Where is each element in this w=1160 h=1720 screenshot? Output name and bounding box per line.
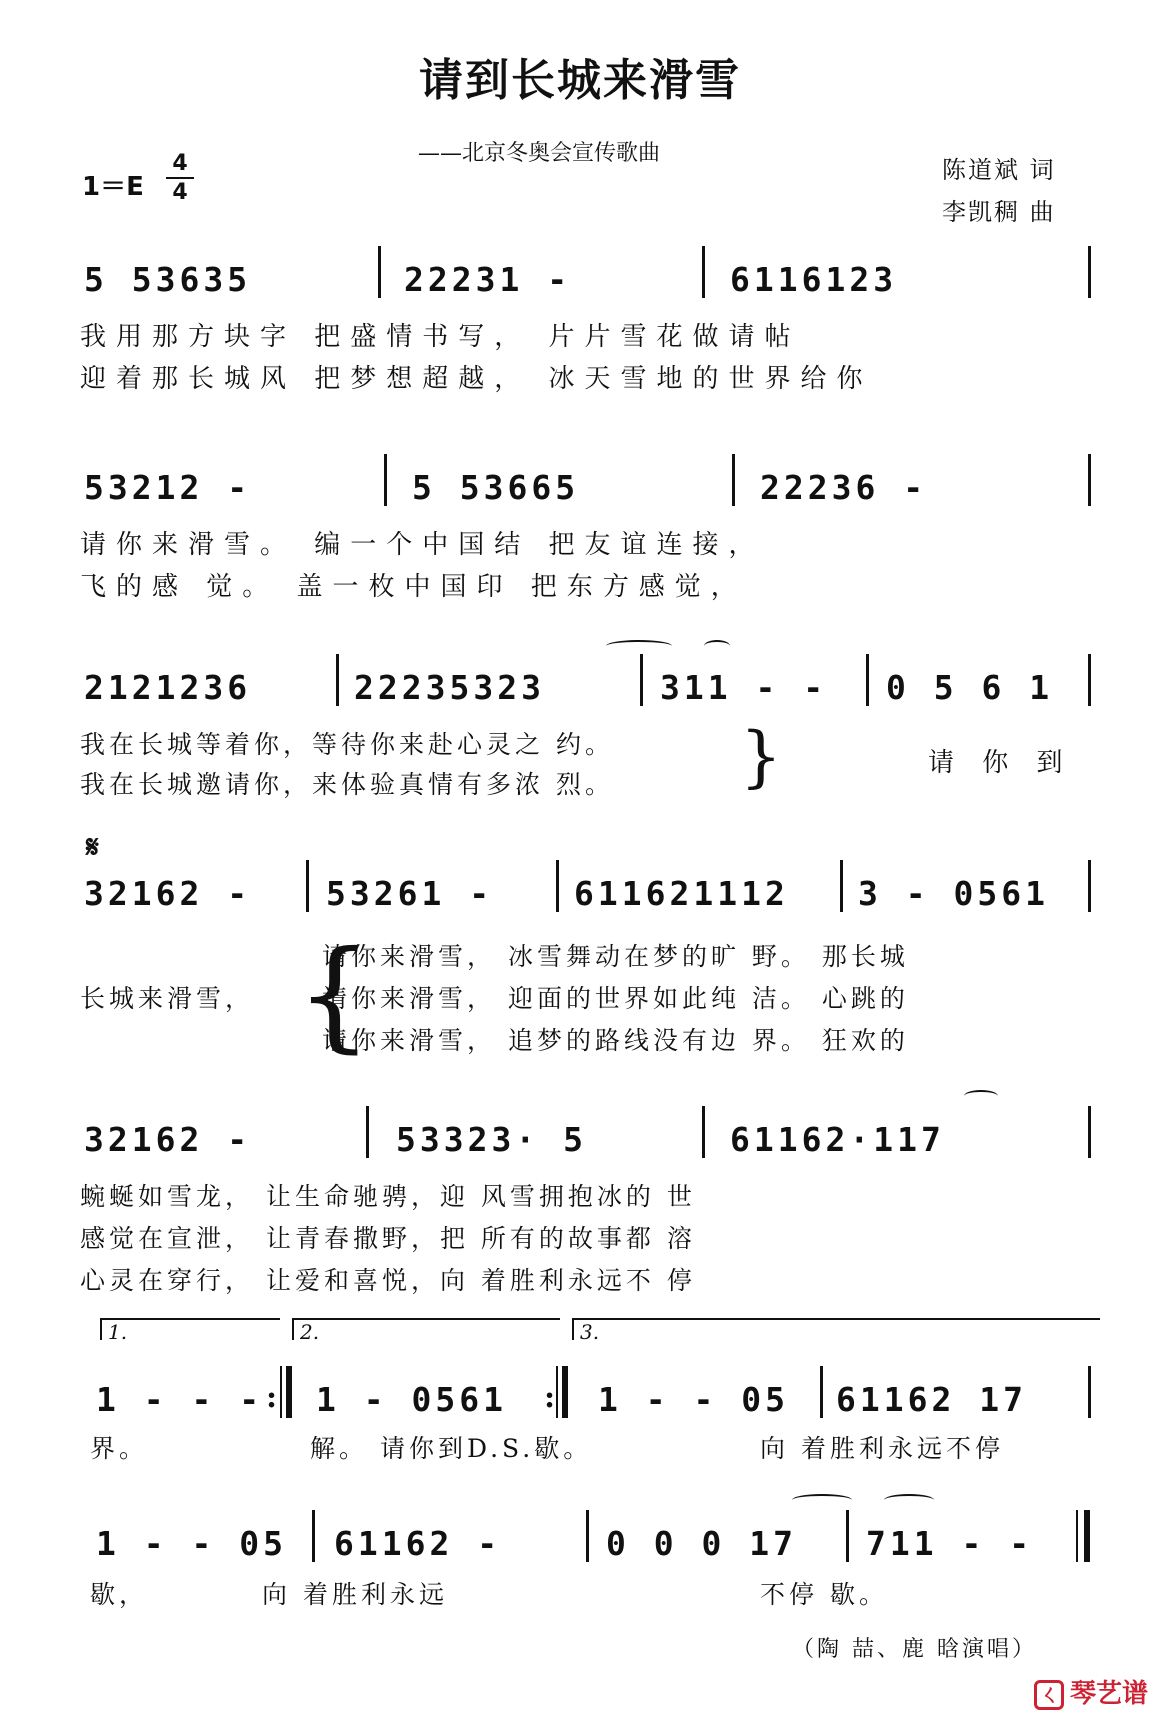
measure-notes: 5 53665: [412, 468, 580, 507]
side-lyric: 请 你 到: [928, 748, 1073, 778]
volta-bracket: [572, 1318, 1100, 1320]
segno-icon: 𝄋: [86, 830, 99, 865]
lyric-line: 向 着胜利永远不停: [760, 1434, 1004, 1463]
measure-notes: 61162 -: [334, 1524, 502, 1563]
verse-brace-left: {: [296, 926, 373, 1065]
measure-notes: 61162·117: [730, 1120, 945, 1159]
watermark-logo: [1034, 1673, 1148, 1710]
volta-label-2: 2.: [300, 1320, 320, 1344]
lyric-line: 请你来滑雪， 迎面的世界如此纯 洁。 心跳的: [322, 984, 909, 1013]
bar-line: [1088, 654, 1091, 706]
bar-line: [306, 860, 309, 912]
volta-label-3: 3.: [580, 1320, 600, 1344]
time-signature-bottom: 4: [172, 180, 188, 205]
measure-notes: 711 - -: [866, 1524, 1034, 1563]
measure-notes: 1 - - 05: [598, 1380, 789, 1419]
measure-notes: 2121236: [84, 668, 252, 707]
bar-line: [556, 860, 559, 912]
lyric-line: 不停 歇。: [760, 1580, 888, 1609]
lyric-line: 蜿蜒如雪龙， 让生命驰骋，迎 风雪拥抱冰的 世: [80, 1182, 696, 1211]
bar-line: [586, 1510, 589, 1562]
lyric-line: 向 着胜利永远: [262, 1580, 448, 1609]
bar-line: [702, 246, 705, 298]
lyric-line: 迎着那长城风 把梦想超越， 冰天雪地的世界给你: [80, 364, 873, 394]
bar-line: [732, 454, 735, 506]
measure-notes: 22235323: [354, 668, 545, 707]
lyricist-credit: 陈道斌 词: [942, 156, 1056, 184]
measure-notes: 32162 -: [84, 1120, 252, 1159]
final-bar-line: [1076, 1510, 1078, 1562]
final-bar-line-thick: [1084, 1510, 1090, 1562]
tie-mark: [704, 640, 730, 652]
bar-line: [378, 246, 381, 298]
bar-line-thick: [562, 1366, 568, 1418]
song-subtitle: ——北京冬奥会宣传歌曲: [418, 141, 661, 166]
bar-line: [866, 654, 869, 706]
measure-notes: 3 - 0561: [858, 874, 1049, 913]
measure-notes: 22236 -: [760, 468, 928, 507]
bar-line: [366, 1106, 369, 1158]
lyric-line: 请你来滑雪， 冰雪舞动在梦的旷 野。 那长城: [322, 942, 909, 971]
bar-line: [702, 1106, 705, 1158]
tie-mark: [792, 1494, 852, 1506]
measure-notes: 0 5 6 1: [886, 668, 1054, 707]
lead-lyric: 长城来滑雪，: [80, 984, 255, 1013]
lyric-line: 飞的感 觉。 盖一枚中国印 把东方感觉，: [80, 572, 747, 602]
repeat-dots: :: [544, 1380, 556, 1415]
volta-label-1: 1.: [108, 1320, 128, 1344]
verse-brace-right: }: [740, 718, 782, 795]
bar-line: [1088, 246, 1091, 298]
bar-line: [556, 1366, 558, 1418]
key-signature: 1＝E: [82, 172, 144, 202]
watermark-icon: [1034, 1680, 1064, 1710]
bar-line: [1088, 860, 1091, 912]
volta-bracket: [292, 1318, 560, 1320]
repeat-dots: :: [266, 1380, 278, 1415]
bar-line: [1088, 1366, 1091, 1418]
lyric-line: 请你来滑雪， 追梦的路线没有边 界。 狂欢的: [322, 1026, 909, 1055]
tie-mark: [884, 1494, 934, 1506]
measure-notes: 611621112: [574, 874, 789, 913]
bar-line: [312, 1510, 315, 1562]
bar-line: [820, 1366, 823, 1418]
bar-line: [336, 654, 339, 706]
measure-notes: 53323· 5: [396, 1120, 587, 1159]
lyric-line: 歇，: [90, 1580, 149, 1609]
bar-line: [1088, 1106, 1091, 1158]
lyric-line: 解。 请你到D.S.歇。: [310, 1434, 593, 1463]
lyric-line: 我在长城等着你，等待你来赴心灵之 约。: [80, 730, 614, 759]
measure-notes: 1 - - 05: [96, 1524, 287, 1563]
bar-line: [1088, 454, 1091, 506]
time-signature: [166, 150, 194, 206]
measure-notes: 0 0 0 17: [606, 1524, 797, 1563]
watermark-text: 琴艺谱: [1069, 1679, 1148, 1709]
song-title: 请到长城来滑雪: [419, 55, 741, 106]
measure-notes: 53261 -: [326, 874, 494, 913]
measure-notes: 53212 -: [84, 468, 252, 507]
time-signature-top: 4: [166, 150, 194, 179]
bar-line: [384, 454, 387, 506]
lyric-line: 感觉在宣泄， 让青春撒野，把 所有的故事都 溶: [80, 1224, 696, 1253]
measure-notes: 6116123: [730, 260, 898, 299]
lyric-line: 心灵在穿行， 让爱和喜悦，向 着胜利永远不 停: [80, 1266, 696, 1295]
bar-line: [640, 654, 643, 706]
volta-edge: [572, 1318, 574, 1340]
performers-credit: （陶 喆、鹿 晗演唱）: [792, 1637, 1037, 1662]
measure-notes: 22231 -: [404, 260, 572, 299]
lyric-line: 界。: [90, 1434, 149, 1463]
lyric-line: 我在长城邀请你，来体验真情有多浓 烈。: [80, 770, 614, 799]
bar-line-thick: [286, 1366, 292, 1418]
bar-line: [846, 1510, 849, 1562]
measure-notes: 32162 -: [84, 874, 252, 913]
volta-edge: [292, 1318, 294, 1340]
lyric-line: 请你来滑雪。 编一个中国结 把友谊连接，: [80, 530, 765, 560]
lyric-line: 我用那方块字 把盛情书写， 片片雪花做请帖: [80, 322, 801, 352]
tie-mark: [964, 1090, 998, 1102]
bar-line: [280, 1366, 282, 1418]
volta-edge: [100, 1318, 102, 1340]
measure-notes: 5 53635: [84, 260, 252, 299]
measure-notes: 1 - - -: [96, 1380, 264, 1419]
measure-notes: 1 - 0561: [316, 1380, 507, 1419]
bar-line: [840, 860, 843, 912]
composer-credit: 李凯稠 曲: [942, 198, 1056, 226]
measure-notes: 61162 17: [836, 1380, 1027, 1419]
measure-notes: 311 - -: [660, 668, 828, 707]
tie-mark: [606, 640, 672, 652]
